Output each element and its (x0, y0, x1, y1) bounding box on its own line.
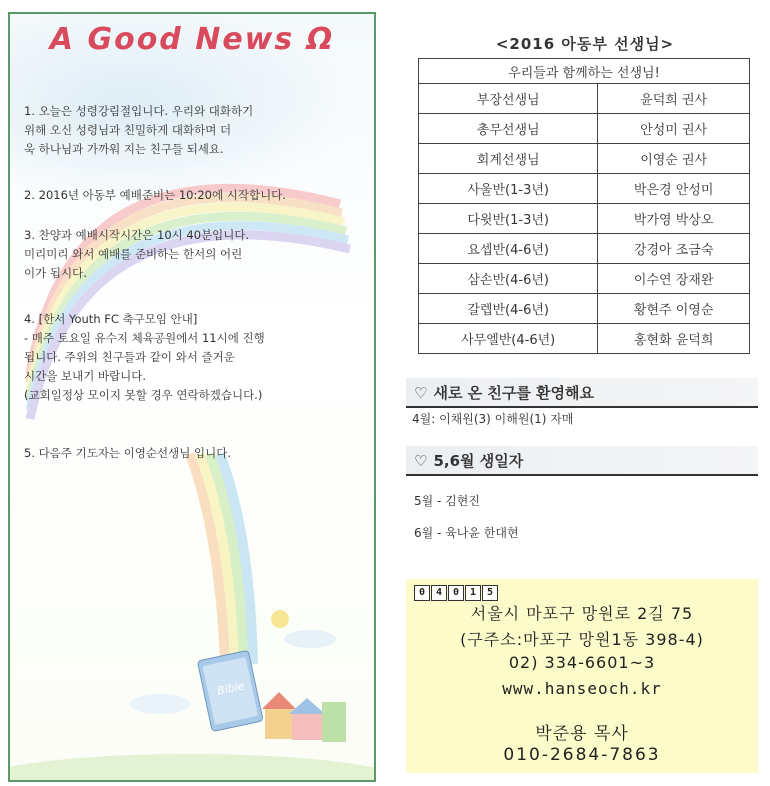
table-row (419, 144, 750, 174)
role-cell: 사울반(1-3년) (419, 174, 598, 204)
birthdays-heading (406, 446, 758, 474)
table-row (419, 264, 750, 294)
mobile-number: 010-2684-7863 (503, 745, 661, 765)
role-cell: 회계선생님 (419, 144, 598, 174)
teacher-cell: 이수연 장재완 (598, 264, 750, 294)
table-row (419, 324, 750, 354)
news-item-2: 2. 2016년 아동부 예배준비는 10:20에 시작합니다. (24, 188, 286, 202)
new-friends-text: 4월: 이채원(3) 이해원(1) 자매 (412, 412, 574, 426)
postal-digit: 4 (431, 585, 447, 601)
teacher-cell: 박은경 안성미 (598, 174, 750, 204)
teacher-cell: 윤덕희 권사 (598, 84, 750, 114)
phone-number: 02) 334-6601~3 (508, 653, 656, 672)
postal-digit: 0 (414, 585, 430, 601)
table-row (419, 204, 750, 234)
news-item-3: 3. 찬양과 예배시작시간은 10시 40분입니다. 미리미리 와서 예배를 준비하는 한서의 어린 이가 됩시다. (24, 228, 250, 280)
role-cell: 사무엘반(4-6년) (419, 324, 598, 354)
role-cell: 요셉반(4-6년) (419, 234, 598, 264)
divider (406, 474, 758, 476)
news-item-5: 5. 다음주 기도자는 이영순선생님 입니다. (24, 446, 231, 460)
pastor-name: 박준용 목사 (535, 724, 629, 744)
newsletter-title: A Good News Ω (49, 22, 335, 57)
table-row (419, 174, 750, 204)
birthday-may: 5월 - 김현진 (414, 494, 480, 508)
teacher-cell: 박가영 박상오 (598, 204, 750, 234)
teacher-cell: 황현주 이영순 (598, 294, 750, 324)
new-friends-heading (406, 378, 758, 406)
birthdays-heading-text: 5,6월 생일자 (433, 452, 524, 470)
website-link[interactable]: www.hanseoch.kr (502, 679, 662, 698)
role-cell: 삼손반(4-6년) (419, 264, 598, 294)
heart-icon: ♡ (414, 384, 428, 402)
church-address-box (406, 579, 758, 773)
birthday-june: 6월 - 육나윤 한대현 (414, 526, 519, 540)
postal-digit: 1 (465, 585, 481, 601)
bible-book-label: Bible (215, 679, 246, 698)
postal-code (414, 585, 498, 601)
role-cell: 갈렙반(4-6년) (419, 294, 598, 324)
new-friends-heading-text: 새로 온 친구를 환영해요 (433, 384, 595, 402)
address-line-2: (구주소:마포구 망원1동 398-4) (460, 630, 704, 649)
news-panel (8, 12, 376, 782)
news-item-1: 1. 오늘은 성령강림절입니다. 우리와 대화하기 위해 오신 성령님과 친밀하게 대화하며 더 욱 하나님과 가까워 지는 친구들 되세요. (24, 104, 254, 156)
heart-icon: ♡ (414, 452, 428, 470)
postal-digit: 0 (448, 585, 464, 601)
staff-title: <2016 아동부 선생님> (495, 35, 675, 53)
address-line-1: 서울시 마포구 망원로 2길 75 (470, 604, 694, 623)
role-cell: 다윗반(1-3년) (419, 204, 598, 234)
staff-table-header: 우리들과 함께하는 선생님! (419, 59, 750, 84)
table-row (419, 84, 750, 114)
postal-digit: 5 (482, 585, 498, 601)
role-cell: 총무선생님 (419, 114, 598, 144)
staff-table (418, 58, 750, 354)
table-row (419, 294, 750, 324)
divider (406, 406, 758, 408)
table-header-row (419, 59, 750, 84)
teacher-cell: 이영순 권사 (598, 144, 750, 174)
table-row (419, 234, 750, 264)
role-cell: 부장선생님 (419, 84, 598, 114)
news-item-4: 4. [한서 Youth FC 축구모임 안내] - 매주 토요일 유수지 체육공원에서 11시에 진행 됩니다. 주위의 친구들과 같이 와서 즐거운 시간을 보내기 바랍니다. (교회일정상 모이지 못할 경우 연락하겠습니다.) (24, 312, 265, 402)
teacher-cell: 안성미 권사 (598, 114, 750, 144)
table-row (419, 114, 750, 144)
teacher-cell: 강경아 조금숙 (598, 234, 750, 264)
teacher-cell: 홍현화 윤덕희 (598, 324, 750, 354)
